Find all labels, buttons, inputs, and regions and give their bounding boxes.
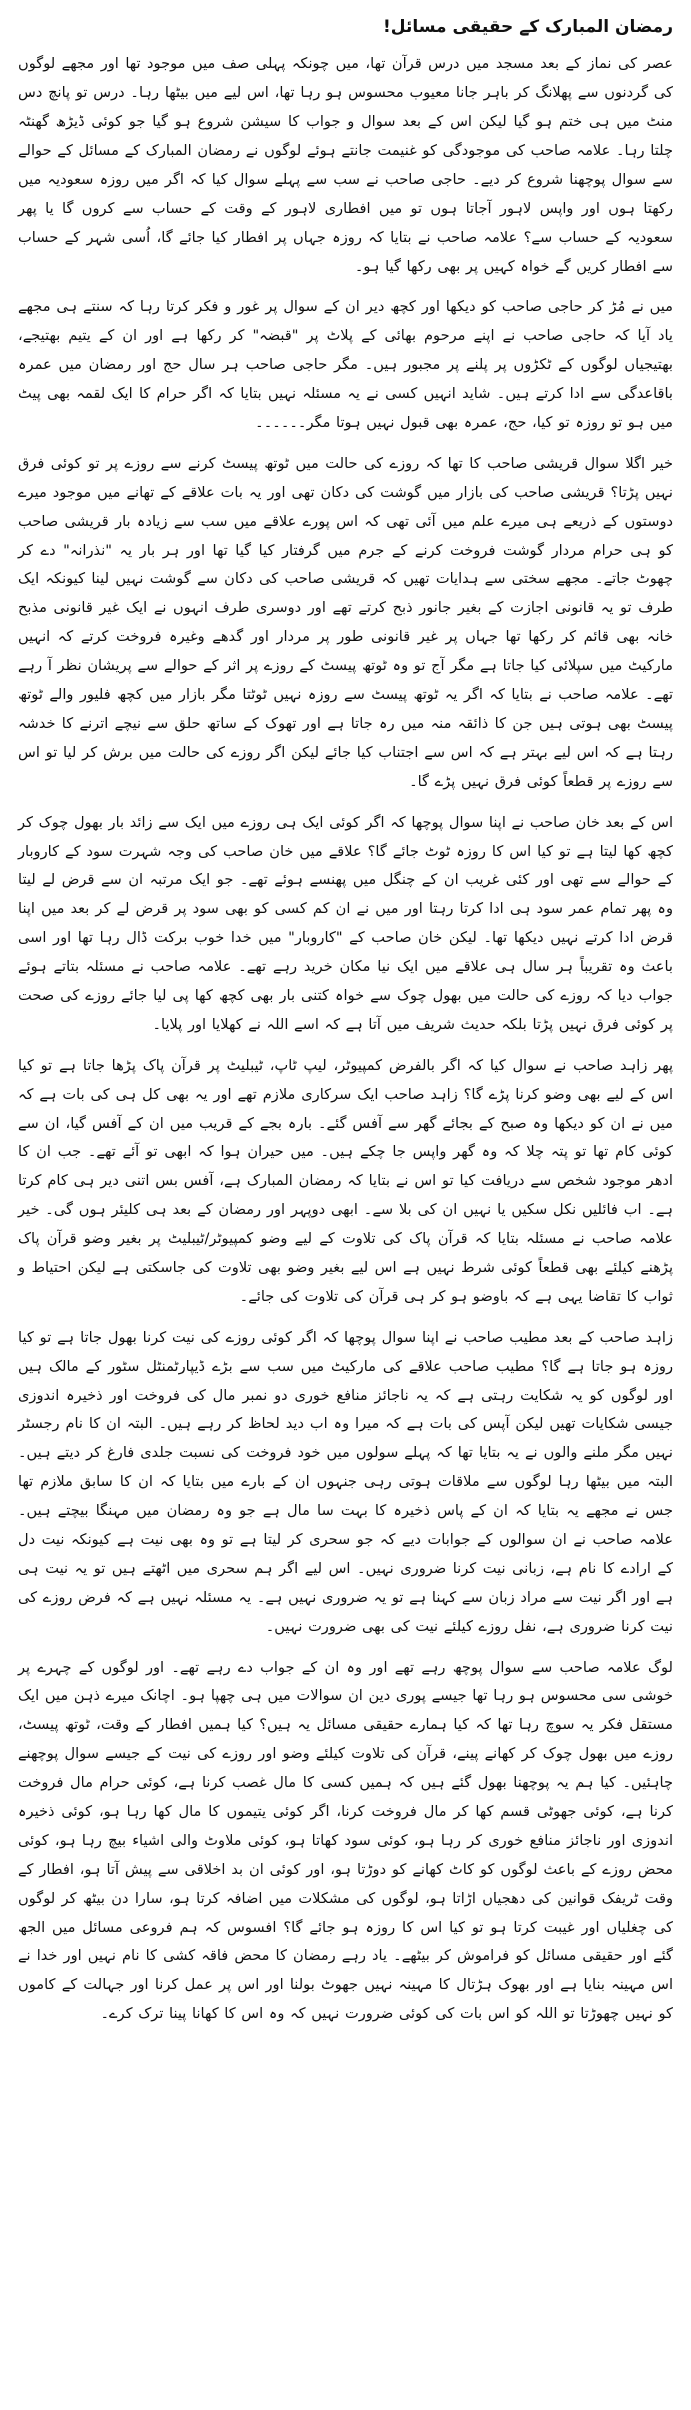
article-paragraph-5: پھر زاہد صاحب نے سوال کیا کہ اگر بالفرض کمپیوٹر، لیپ ٹاپ، ٹیبلیٹ پر قرآن پاک پڑھا جاتا ہے تو کیا اس کے لیے بھی وضو کرنا پڑے گا؟ زاہد صاحب ایک سرکاری ملازم تھے اور یہ بھی کل ہی کی بات ہے کہ میں نے ان کو دیکھا وہ صبح کے بجائے گھر سے آفس گئے۔ بارہ بجے کے قریب میں ان کے آفس گیا، ان سے کوئی کام تھا تو پتہ چلا کہ وہ گھر واپس جا چکے ہیں۔ میں حیران ہوا کہ ابھی تو آئے تھے۔ جب ان کا ادھر موجود شخص سے دریافت کیا تو اس نے بتایا کہ رمضان المبارک ہے، آفس بس اتنی دیر ہی کام کرتا ہے۔ اب فائلیں نکل سکیں یا نہیں ان کی بلا سے۔ ابھی دوپہر اور رمضان کے بعد ہی کلیئر ہوں گی۔ خیر علامہ صاحب نے مسئلہ بتایا کہ قرآن پاک کی تلاوت کے لیے وضو کمپیوٹر/ٹیبلیٹ پر بغیر وضو قرآن پاک پڑھنے کیلئے بھی قطعاً کوئی شرط نہیں ہے اس لیے بغیر وضو بھی تلاوت کی جاسکتی ہے لیکن احتیاط و ثواب کا تقاضا یہی ہے کہ باوضو ہو کر ہی قرآن کی تلاوت کی جائے۔ [18, 1056, 673, 1305]
article-paragraph-3: خیر اگلا سوال قریشی صاحب کا تھا کہ روزے کی حالت میں ٹوتھ پیسٹ کرنے سے روزے پر تو کوئی فرق نہیں پڑتا؟ قریشی صاحب کی بازار میں گوشت کی دکان تھی اور یہ بات علاقے کے تھانے میں موجود میرے دوستوں کے ذریعے ہی میرے علم میں آئی تھی کہ اس پورے علاقے میں سب سے زیادہ بار قریشی صاحب کو ہی حرام مردار گوشت فروخت کرنے کے جرم میں گرفتار کیا گیا تھا اور ہر بار یہ "نذرانہ" دے کر چھوٹ جاتے۔ مجھے سختی سے ہدایات تھیں کہ قریشی صاحب کی دکان سے گوشت نہیں لینا کیونکہ ایک طرف تو یہ قانونی اجازت کے بغیر جانور ذبح کرتے تھے اور دوسری طرف انہوں نے ایک غیر قانونی مذبح خانہ بھی قائم کر رکھا تھا جہاں پر غیر قانونی طور پر مردار اور گدھے وغیرہ فروخت کرتے کہ انہیں مارکیٹ میں سپلائی کیا جاتا ہے مگر آج تو وہ ٹوتھ پیسٹ کے روزے پر اثر کے حوالے سے پریشان نظر آ رہے تھے۔ علامہ صاحب نے بتایا کہ اگر یہ ٹوتھ پیسٹ سے روزہ نہیں ٹوٹتا مگر بازار میں کچھ فلیور والے ٹوتھ پیسٹ بھی ہوتی ہیں جن کا ذائقہ منہ میں رہ جاتا ہے اور تھوک کے ساتھ حلق سے نیچے اترنے کا خدشہ رہتا ہے کہ اس لیے بہتر ہے کہ اس سے اجتناب کیا جائے لیکن اگر روزے کی حالت میں برش کر لیا تو اس سے روزے پر قطعاً کوئی فرق نہیں پڑے گا۔ [18, 454, 673, 790]
article-paragraph-1: عصر کی نماز کے بعد مسجد میں درس قرآن تھا، میں چونکہ پہلی صف میں موجود تھا اور مجھے لوگوں کی گردنوں سے پھلانگ کر باہر جانا معیوب محسوس ہو رہا تھا، اس لیے میں بیٹھا رہا۔ درس تو پانچ دس منٹ میں ہی ختم ہو گیا لیکن اس کے بعد سوال و جواب کا سیشن شروع ہو گیا جو کوئی ڈیڑھ گھنٹہ چلتا رہا۔ علامہ صاحب کی موجودگی کو غنیمت جانتے ہوئے لوگوں نے رمضان المبارک کے مسائل کے حوالے سے سوال پوچھنا شروع کر دیے۔ حاجی صاحب نے سب سے پہلے سوال کیا کہ اگر میں روزہ سعودیہ میں رکھتا ہوں اور واپس لاہور آجاتا ہوں تو میں افطاری لاہور کے وقت کے حساب سے کروں گا یا پھر سعودیہ کے حساب سے؟ علامہ صاحب نے بتایا کہ روزہ جہاں پر افطار کیا جائے گا، اُسی شہر کے حساب سے افطار کریں گے خواہ کہیں پر بھی رکھا گیا ہو۔ [18, 55, 673, 275]
article-title: رمضان المبارک کے حقیقی مسائل! [383, 17, 673, 37]
article-paragraph-4: اس کے بعد خان صاحب نے اپنا سوال پوچھا کہ اگر کوئی ایک ہی روزے میں ایک سے زائد بار بھول چوک کر کچھ کھا لیتا ہے تو کیا اس کا روزہ ٹوٹ جائے گا؟ علاقے میں خان صاحب کی وجہ شہرت سود کے کاروبار کے حوالے سے تھی اور کئی غریب ان کے چنگل میں پھنسے ہوئے تھے۔ جو ایک مرتبہ ان سے قرض لے لیتا وہ پھر تمام عمر سود ہی ادا کرتا رہتا اور میں نے ان کم کسی کو بھی سود پر قرض لے کر بعد میں اپنا قرض ادا کرتے نہیں دیکھا تھا۔ لیکن خان صاحب کے "کاروبار" میں خدا خوب برکت ڈال رہا تھا اور اسی باعث وہ تقریباً ہر سال ہی علاقے میں ایک نیا مکان خرید رہے تھے۔ علامہ صاحب نے مسئلہ بتاتے ہوئے جواب دیا کہ روزے کی حالت میں بھول چوک سے خواہ کتنی بار بھی کچھ کھا پی لیا جائے روزے کی صحت پر کوئی فرق نہیں پڑتا بلکہ حدیث شریف میں آتا ہے کہ اسے اللہ نے کھلایا اور پلایا۔ [18, 813, 673, 1033]
article-paragraph-6: زاہد صاحب کے بعد مطیب صاحب نے اپنا سوال پوچھا کہ اگر کوئی روزے کی نیت کرنا بھول جاتا ہے تو کیا روزہ ہو جاتا ہے گا؟ مطیب صاحب علاقے کی مارکیٹ میں سب سے بڑے ڈیپارٹمنٹل سٹور کے مالک ہیں اور لوگوں کو یہ شکایت رہتی ہے کہ یہ ناجائز منافع خوری دو نمبر مال کی فروخت اور ذخیرہ اندوزی جیسی شکایات تھیں لیکن آپس کی بات ہے کہ میرا وہ اب دید لحاظ کر رہے ہیں۔ البتہ ان کا نام رجسٹر نہیں مگر ملنے والوں نے یہ بتایا تھا کہ پہلے سولوں میں خود فروخت کی نسبت جلدی فارغ کر دیتے ہیں۔ البتہ میں بیٹھا رہا لوگوں سے ملاقات ہوتی رہی جنہوں ان کے بارے میں بتایا کہ ان کا سابق ملازم تھا جس نے مجھے یہ بتایا کہ ان کے پاس ذخیرہ کا بہت سا مال ہے جو وہ رمضان میں مہنگا بیچتے ہیں۔ علامہ صاحب نے ان سوالوں کے جوابات دیے کہ جو سحری کر لیتا ہے تو وہ بھی نیت ہے کیونکہ نیت دل کے ارادے کا نام ہے، زبانی نیت کرنا ضروری نہیں۔ اس لیے اگر ہم سحری میں اٹھتے ہیں تو یہ نیت ہی ہے اور اگر نیت سے مراد زبان سے کہنا ہے تو یہ ضروری نہیں ہے۔ یہ مسئلہ نہیں ہے کہ فرض روزے کی نیت کرنا ضروری ہے، نفل روزے کیلئے نیت کی بھی ضرورت نہیں۔ [18, 1328, 673, 1635]
article-paragraph-2: میں نے مُڑ کر حاجی صاحب کو دیکھا اور کچھ دیر ان کے سوال پر غور و فکر کرتا رہا کہ سنتے ہی مجھے یاد آیا کہ حاجی صاحب نے اپنے مرحوم بھائی کے پلاٹ پر "قبضہ" کر رکھا ہے اور ان کے یتیم بھتیجے، بھتیجیاں لوگوں کے ٹکڑوں پر پلنے پر مجبور ہیں۔ مگر حاجی صاحب ہر سال حج اور رمضان میں عمرہ باقاعدگی سے ادا کرتے ہیں۔ شاید انہیں کسی نے یہ مسئلہ نہیں بتایا کہ اگر حرام کا ایک لقمہ بھی پیٹ میں ہو تو روزہ تو کیا، حج، عمرہ بھی قبول نہیں ہوتا مگر۔۔۔۔۔۔ [18, 298, 673, 432]
article-paragraph-7: لوگ علامہ صاحب سے سوال پوچھ رہے تھے اور وہ ان کے جواب دے رہے تھے۔ اور لوگوں کے چہرے پر خوشی سی محسوس ہو رہا تھا جیسے پوری دین ان سوالات میں ہی چھپا ہو۔ اچانک میرے ذہن میں ایک مستقل فکر یہ سوچ رہا تھا کہ کیا ہمارے حقیقی مسائل یہ ہیں؟ کیا ہمیں افطار کے وقت، ٹوتھ پیسٹ، روزے میں بھول چوک کر کھانے پینے، قرآن کی تلاوت کیلئے وضو اور روزے کی نیت کے جیسے سوال پوچھنے چاہئیں۔ کیا ہم یہ پوچھنا بھول گئے ہیں کہ ہمیں کسی کا مال غصب کرنا ہے، کوئی حرام مال فروخت کرنا ہے، کوئی جھوٹی قسم کھا کر مال فروخت کرنا، اگر کوئی یتیموں کا مال کھا رہا ہو، کوئی ذخیرہ اندوزی اور ناجائز منافع خوری کر رہا ہو، کوئی سود کھاتا ہو، کوئی ملاوٹ والی اشیاء بیچ رہا ہو، کوئی محض روزے کے باعث لوگوں کو کاٹ کھانے کو دوڑتا ہو، اور کوئی ان بد اخلاقی سے پیش آتا ہو، افطار کے وقت ٹریفک قوانین کی دھجیاں اڑاتا ہو، لوگوں کی مشکلات میں اضافہ کرتا ہو، سارا دن بیٹھ کر لوگوں کی چغلیاں اور غیبت کرتا ہو تو کیا اس کا روزہ ہو جائے گا؟ افسوس کہ ہم فروعی مسائل میں الجھ گئے اور حقیقی مسائل کو فراموش کر بیٹھے۔ یاد رہے رمضان کا محض فاقہ کشی کا نام نہیں اور خدا نے اس مہینہ بنایا ہے اور بھوک ہڑتال کا مہینہ نہیں جھوٹ بولنا اور اس پر عمل کرنا اور جہالت کے کاموں کو نہیں چھوڑتا تو اللہ کو اس بات کی کوئی ضرورت نہیں کہ وہ اس کا کھانا پینا ترک کرے۔ [18, 1658, 673, 2023]
